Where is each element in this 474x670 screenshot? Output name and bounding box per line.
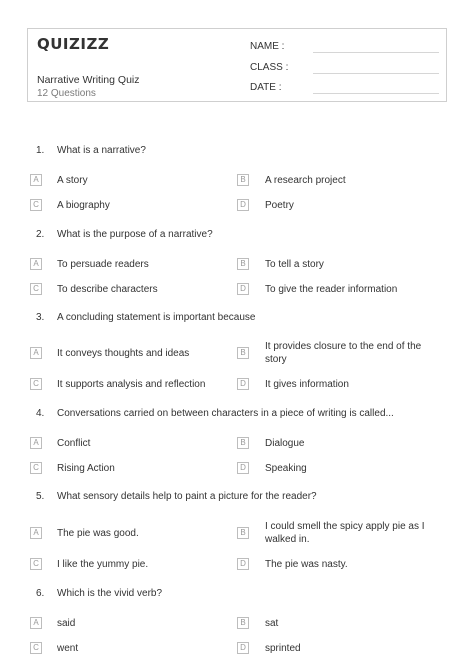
option-text: It conveys thoughts and ideas	[57, 348, 190, 359]
option-letter-box: D	[237, 642, 249, 654]
option-letter-box: D	[237, 558, 249, 570]
option-letter-box: A	[30, 258, 42, 270]
question-number: 1.	[36, 145, 45, 156]
option-text: To describe characters	[57, 284, 158, 295]
option-letter-box: B	[237, 258, 249, 270]
option-letter-box: A	[30, 174, 42, 186]
option-text: A story	[57, 175, 88, 186]
option-text: The pie was nasty.	[265, 559, 348, 570]
option-text: Rising Action	[57, 463, 115, 474]
option-text: A biography	[57, 200, 110, 211]
option-text: It supports analysis and reflection	[57, 379, 206, 390]
question-number: 2.	[36, 229, 45, 240]
quizizz-logo: QUIZIZZ	[37, 35, 110, 53]
option-letter-box: C	[30, 283, 42, 295]
option-letter-box: C	[30, 462, 42, 474]
option-letter-box: C	[30, 558, 42, 570]
option-letter-box: A	[30, 527, 42, 539]
date-line	[313, 93, 439, 94]
option-text: Dialogue	[265, 438, 305, 449]
option-letter-box: B	[237, 527, 249, 539]
question-text: What is the purpose of a narrative?	[57, 229, 213, 240]
option-text: To tell a story	[265, 259, 324, 270]
quiz-title: Narrative Writing Quiz	[37, 74, 140, 86]
option-text: Speaking	[265, 463, 307, 474]
option-text: It gives information	[265, 379, 349, 390]
date-label: DATE :	[250, 82, 282, 93]
option-text: It provides closure to the end of the story	[265, 341, 422, 365]
option-text: went	[57, 643, 79, 654]
question-number: 3.	[36, 312, 45, 323]
option-letter-box: C	[30, 642, 42, 654]
question-text: A concluding statement is important because	[57, 312, 256, 323]
option-text: Poetry	[265, 200, 294, 211]
option-text: I could smell the spicy apply pie as I walked in.	[265, 521, 425, 545]
option-text: To give the reader information	[265, 284, 398, 295]
question-number: 5.	[36, 491, 45, 502]
option-letter-box: D	[237, 462, 249, 474]
question-text: What is a narrative?	[57, 145, 146, 156]
option-text: I like the yummy pie.	[57, 559, 149, 570]
option-text: said	[57, 618, 76, 629]
name-label: NAME :	[250, 41, 285, 52]
question-count: 12 Questions	[37, 88, 96, 99]
option-letter-box: D	[237, 378, 249, 390]
option-letter-box: D	[237, 283, 249, 295]
option-text: sat	[265, 618, 279, 629]
option-letter-box: C	[30, 199, 42, 211]
question-text: Which is the vivid verb?	[57, 588, 163, 599]
option-letter-box: A	[30, 617, 42, 629]
option-letter-box: C	[30, 378, 42, 390]
option-text: sprinted	[265, 643, 301, 654]
question-text: What sensory details help to paint a picture for the reader?	[57, 491, 317, 502]
class-line	[313, 73, 439, 74]
question-number: 4.	[36, 408, 45, 419]
option-letter-box: B	[237, 437, 249, 449]
option-text: To persuade readers	[57, 259, 149, 270]
option-letter-box: B	[237, 347, 249, 359]
question-number: 6.	[36, 588, 45, 599]
name-line	[313, 52, 439, 53]
option-letter-box: D	[237, 199, 249, 211]
option-text: A research project	[265, 175, 346, 186]
option-letter-box: B	[237, 617, 249, 629]
question-text: Conversations carried on between characters in a piece of writing is called...	[57, 408, 394, 419]
option-letter-box: A	[30, 437, 42, 449]
option-text: Conflict	[57, 438, 91, 449]
option-letter-box: A	[30, 347, 42, 359]
option-letter-box: B	[237, 174, 249, 186]
option-text: The pie was good.	[57, 528, 139, 539]
worksheet-header	[27, 28, 447, 102]
class-label: CLASS :	[250, 62, 289, 73]
